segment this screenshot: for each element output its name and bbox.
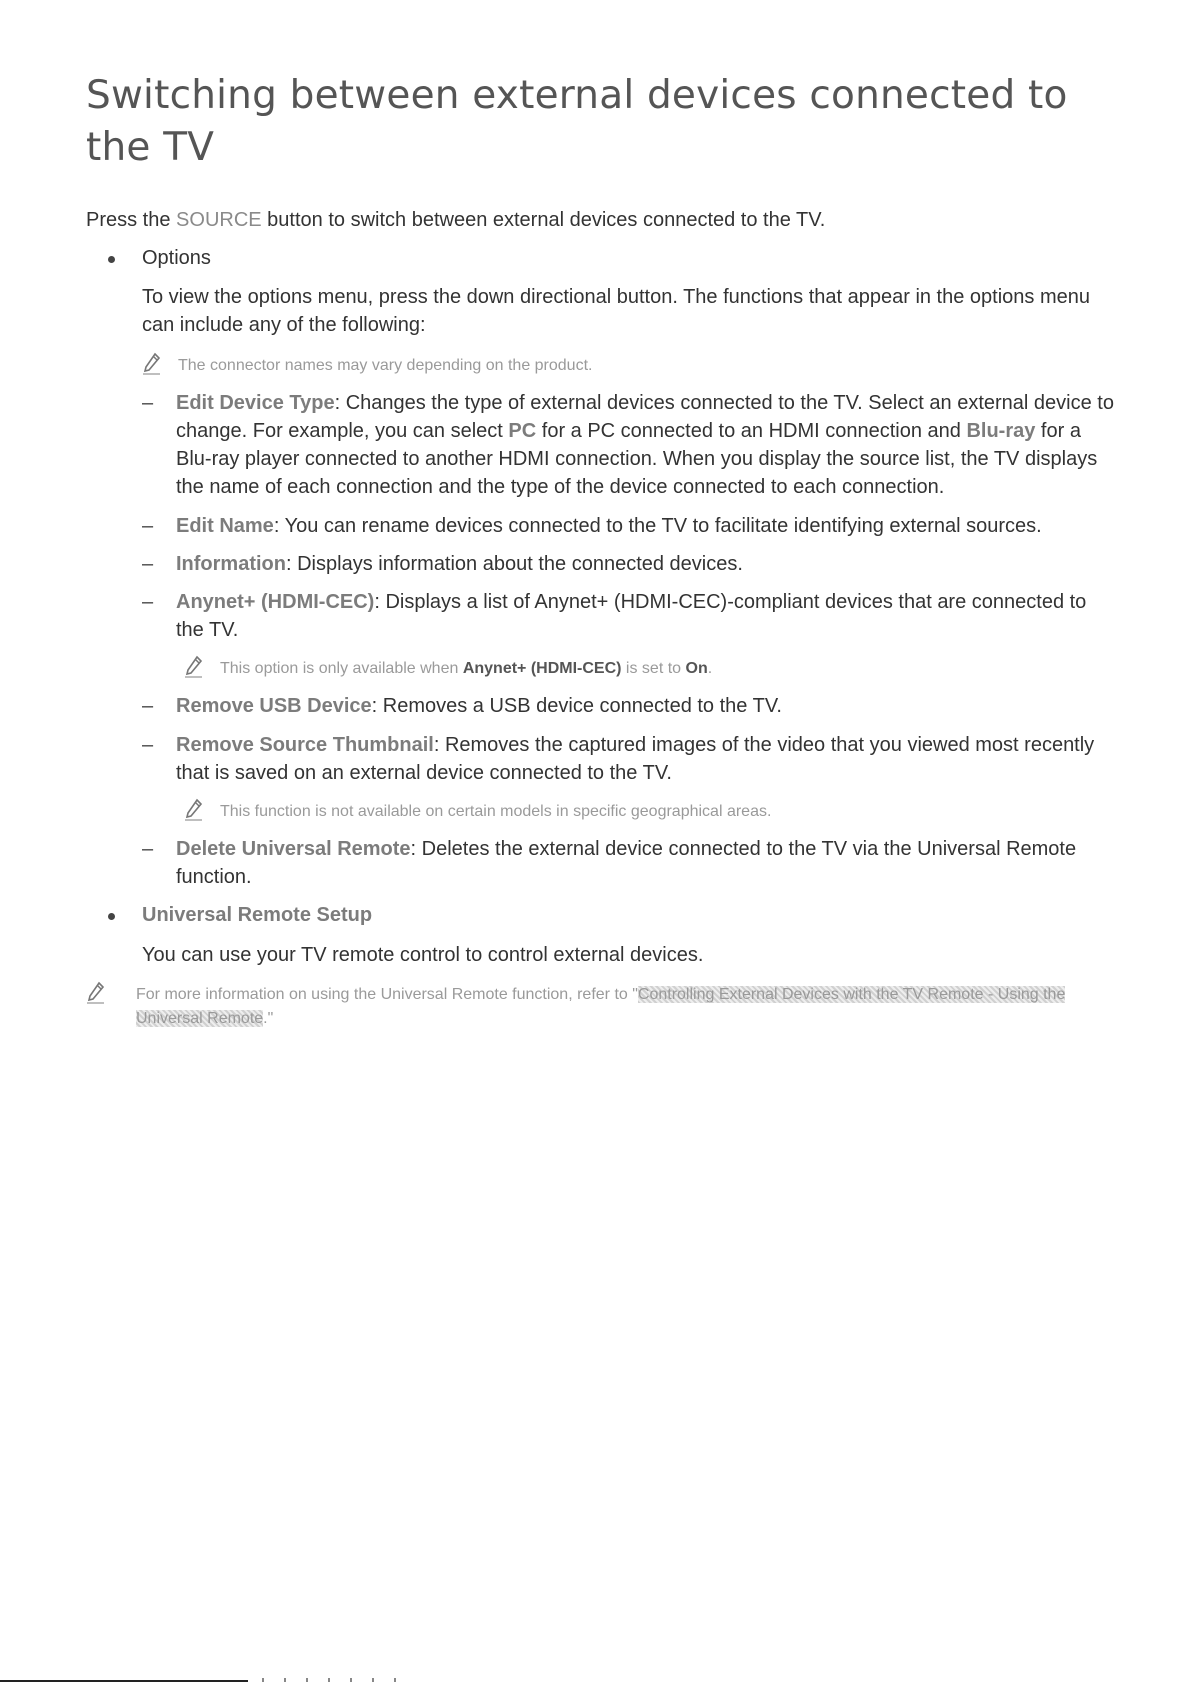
option-item-edit-name (86, 512, 1116, 540)
option-text: for a PC connected to an HDMI connection and (536, 420, 967, 442)
intro-text-before: Press the (86, 209, 177, 231)
pencil-icon (184, 655, 204, 679)
dash-marker: – (142, 734, 154, 756)
bottom-dots (262, 1678, 412, 1682)
option-text: : Displays information about the connected devices. (286, 553, 743, 575)
option-term: Edit Device Type (176, 392, 335, 414)
dash-marker: – (142, 695, 154, 717)
dash-marker: – (142, 392, 154, 414)
blu-ray-label: Blu-ray (966, 420, 1036, 442)
option-item-delete-universal (86, 835, 1116, 891)
option-text: : You can rename devices connected to the TV to facilitate identifying external sources. (273, 515, 1042, 537)
universal-label: Universal Remote Setup (142, 904, 373, 926)
on-value: On (685, 660, 708, 677)
thumbnail-note-text: This function is not available on certain models in specific geographical areas. (220, 803, 772, 820)
note-text: . (707, 660, 713, 677)
note-text: This option is only available when (220, 660, 463, 677)
option-term: Anynet+ (HDMI-CEC) (176, 591, 375, 613)
dash-marker: – (142, 591, 154, 613)
anynet-note (184, 657, 1116, 681)
option-term: Remove Source Thumbnail (176, 734, 434, 756)
note-text: is set to (621, 660, 686, 677)
option-item-information (86, 550, 1116, 578)
source-key-label: SOURCE (176, 209, 262, 231)
footnote-text: For more information on using the Universal Remote function, refer to " (136, 986, 638, 1003)
option-text: for a Blu-ray player connected to another HDMI connection. When you display the source list, the TV displays the name of each connection and the type of the device connected to each connection. (176, 420, 1098, 498)
option-item-remove-thumbnail (86, 731, 1116, 787)
bottom-rule (0, 1680, 248, 1682)
option-text: : Removes the captured images of the video that you viewed most recently that is saved on an external device connected to the TV. (176, 734, 1095, 784)
option-term: Remove USB Device (176, 695, 372, 717)
connector-note (142, 354, 1116, 378)
options-description: To view the options menu, press the down directional button. The functions that appear in the options menu can include any of the following: (142, 286, 1090, 336)
intro-paragraph (86, 206, 1116, 234)
pc-label: PC (508, 420, 537, 442)
option-item-remove-usb (86, 692, 1116, 720)
page (86, 70, 1116, 1031)
pencil-icon (184, 798, 204, 822)
dash-marker: – (142, 553, 154, 575)
option-term: Information (176, 553, 286, 575)
intro-text-after: button to switch between external devices connected to the TV. (261, 209, 826, 231)
thumbnail-note (184, 800, 1116, 824)
footnote (86, 983, 1116, 1031)
option-text: : Removes a USB device connected to the TV. (371, 695, 782, 717)
cross-reference-link[interactable]: Controlling External Devices with the TV Remote - Using the Universal Remote (136, 986, 1066, 1027)
bullet-dot-icon (108, 913, 115, 920)
pencil-icon (86, 981, 106, 1005)
dash-marker: – (142, 515, 154, 537)
page-title: Switching between external devices connected to the TV (86, 73, 1068, 170)
connector-note-text: The connector names may vary depending on the product. (178, 357, 593, 374)
universal-bullet (86, 901, 1116, 929)
option-item-edit-device-type (86, 389, 1116, 501)
universal-description: You can use your TV remote control to control external devices. (142, 944, 704, 966)
anynet-term: Anynet+ (HDMI-CEC) (462, 660, 622, 677)
dash-marker: – (142, 838, 154, 860)
pencil-icon (142, 352, 162, 376)
footnote-text: ." (263, 1010, 274, 1027)
options-bullet (86, 244, 1116, 272)
option-term: Edit Name (176, 515, 274, 537)
option-term: Delete Universal Remote (176, 838, 411, 860)
option-text: : Deletes the external device connected to the TV via the Universal Remote function. (176, 838, 1077, 888)
option-item-anynet (86, 588, 1116, 644)
options-label: Options (142, 247, 211, 269)
bullet-dot-icon (108, 256, 115, 263)
option-text: : Changes the type of external devices connected to the TV. Select an external device to change. For example, you can select (176, 392, 1114, 442)
option-text: : Displays a list of Anynet+ (HDMI-CEC)-compliant devices that are connected to the TV. (176, 591, 1087, 641)
